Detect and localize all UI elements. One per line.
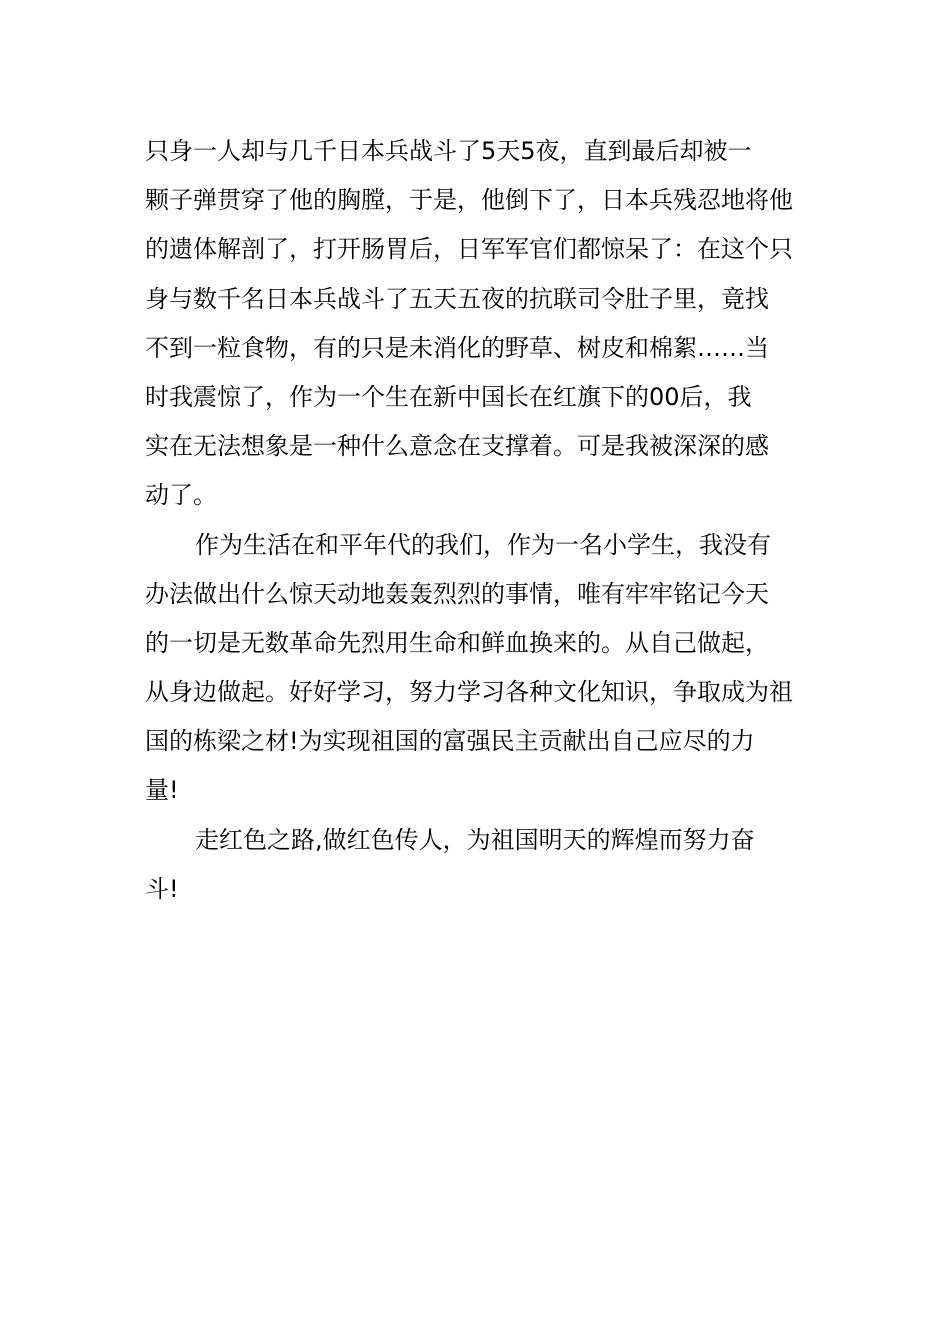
paragraph-line: 走红色之路,做红色传人，为祖国明天的辉煌而努力奋 bbox=[195, 825, 755, 854]
paragraph-line: 实在无法想象是一种什么意念在支撑着。可是我被深深的感 bbox=[145, 432, 769, 461]
paragraph-line: 动了。 bbox=[145, 481, 217, 510]
paragraph-line: 办法做出什么惊天动地轰轰烈烈的事情，唯有牢牢铭记今天 bbox=[145, 579, 769, 608]
paragraph-line: 国的栋梁之材!为实现祖国的富强民主贡献出自己应尽的力 bbox=[145, 727, 755, 756]
paragraph-1 bbox=[145, 127, 813, 521]
paragraph-line: 的一切是无数革命先烈用生命和鲜血换来的。从自己做起， bbox=[145, 628, 769, 657]
paragraph-line: 量! bbox=[145, 776, 179, 805]
paragraph-line: 颗子弹贯穿了他的胸膛，于是，他倒下了，日本兵残忍地将他 bbox=[145, 186, 793, 215]
paragraph-line: 时我震惊了，作为一个生在新中国长在红旗下的00后，我 bbox=[145, 382, 752, 411]
paragraph-line: 不到一粒食物，有的只是未消化的野草、树皮和棉絮……当 bbox=[145, 333, 769, 362]
paragraph-line: 身与数千名日本兵战斗了五天五夜的抗联司令肚子里，竟找 bbox=[145, 284, 769, 313]
document-body bbox=[145, 127, 813, 914]
paragraph-3 bbox=[145, 816, 813, 914]
paragraph-line: 从身边做起。好好学习，努力学习各种文化知识，争取成为祖 bbox=[145, 678, 793, 707]
paragraph-line: 只身一人却与几千日本兵战斗了5天5夜，直到最后却被一 bbox=[145, 137, 752, 165]
paragraph-line: 作为生活在和平年代的我们，作为一名小学生，我没有 bbox=[195, 530, 771, 559]
paragraph-line: 斗! bbox=[145, 874, 179, 903]
paragraph-line: 的遗体解剖了，打开肠胃后，日军军官们都惊呆了：在这个只 bbox=[145, 235, 793, 264]
paragraph-2 bbox=[145, 521, 813, 816]
